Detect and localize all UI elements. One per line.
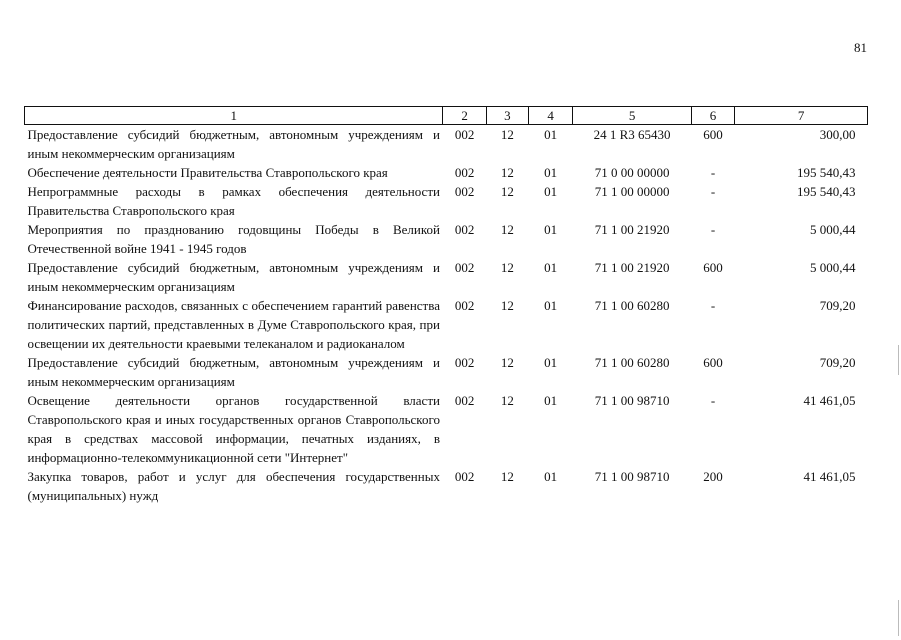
- page-number: 81: [854, 40, 867, 55]
- expense-name: Закупка товаров, работ и услуг для обеспечения государственных (муниципальных) нужд: [27, 469, 440, 503]
- subsection-code: 01: [544, 260, 558, 275]
- header-col-5: 5: [573, 107, 692, 125]
- budget-table: [24, 106, 868, 505]
- expense-type-code: 600: [703, 127, 723, 142]
- expense-name: Непрограммные расходы в рамках обеспечения деятельности Правительства Ставропольского края: [27, 184, 440, 218]
- header-col-1: 1: [25, 107, 443, 125]
- expense-name: Финансирование расходов, связанных с обеспечением гарантий равенства политических партий, представленных в Думе Ставропольского края, при освещении их деятельности краевыми телеканалом и радиоканалом: [27, 298, 440, 351]
- subsection-code: 01: [544, 393, 558, 408]
- scan-edge-mark: [898, 345, 899, 375]
- expense-type-code: -: [710, 298, 716, 313]
- ministry-code: 002: [454, 127, 475, 142]
- expense-name: Освещение деятельности органов государственной власти Ставропольского края и иных государственных органов Ставропольского края в средствах массовой информации, печатных изданиях, в информационно-телекоммуникационной сети "Интернет": [27, 393, 440, 465]
- header-col-2: 2: [443, 107, 486, 125]
- section-code: 12: [500, 127, 514, 142]
- amount: 709,20: [819, 298, 856, 313]
- target-article-code: 71 1 00 21920: [594, 222, 670, 237]
- table-row: [25, 258, 868, 296]
- header-col-7: 7: [735, 107, 868, 125]
- expense-name: Предоставление субсидий бюджетным, автономным учреждениям и иным некоммерческим организациям: [27, 127, 440, 161]
- expense-type-code: -: [710, 393, 716, 408]
- target-article-code: 71 0 00 00000: [594, 165, 670, 180]
- section-code: 12: [500, 355, 514, 370]
- table-row: [25, 467, 868, 505]
- table-row: [25, 220, 868, 258]
- expense-name: Мероприятия по празднованию годовщины Победы в Великой Отечественной войне 1941 - 1945 годов: [27, 222, 440, 256]
- amount: 195 540,43: [797, 165, 856, 180]
- target-article-code: 71 1 00 21920: [594, 260, 670, 275]
- subsection-code: 01: [544, 298, 558, 313]
- subsection-code: 01: [544, 222, 558, 237]
- ministry-code: 002: [454, 222, 475, 237]
- table-row: [25, 182, 868, 220]
- table-row: [25, 353, 868, 391]
- table-row: [25, 163, 868, 182]
- section-code: 12: [500, 260, 514, 275]
- target-article-code: 71 1 00 60280: [594, 355, 670, 370]
- ministry-code: 002: [454, 165, 475, 180]
- table-row: [25, 391, 868, 467]
- subsection-code: 01: [544, 127, 558, 142]
- header-col-6: 6: [691, 107, 734, 125]
- target-article-code: 71 1 00 60280: [594, 298, 670, 313]
- section-code: 12: [500, 184, 514, 199]
- expense-type-code: -: [710, 165, 716, 180]
- amount: 195 540,43: [797, 184, 856, 199]
- section-code: 12: [500, 298, 514, 313]
- subsection-code: 01: [544, 165, 558, 180]
- section-code: 12: [500, 222, 514, 237]
- expense-type-code: 200: [703, 469, 723, 484]
- subsection-code: 01: [544, 355, 558, 370]
- expense-type-code: 600: [703, 260, 723, 275]
- amount: 41 461,05: [803, 469, 856, 484]
- target-article-code: 24 1 R3 65430: [593, 127, 671, 142]
- section-code: 12: [500, 469, 514, 484]
- subsection-code: 01: [544, 184, 558, 199]
- ministry-code: 002: [454, 298, 475, 313]
- ministry-code: 002: [454, 260, 475, 275]
- expense-name: Обеспечение деятельности Правительства Ставропольского края: [27, 165, 388, 180]
- amount: 5 000,44: [810, 222, 856, 237]
- amount: 709,20: [819, 355, 856, 370]
- table-header-row: [25, 107, 868, 125]
- ministry-code: 002: [454, 469, 475, 484]
- table-row: [25, 296, 868, 353]
- header-col-3: 3: [486, 107, 528, 125]
- section-code: 12: [500, 165, 514, 180]
- amount: 5 000,44: [810, 260, 856, 275]
- target-article-code: 71 1 00 00000: [594, 184, 670, 199]
- section-code: 12: [500, 393, 514, 408]
- subsection-code: 01: [544, 469, 558, 484]
- ministry-code: 002: [454, 184, 475, 199]
- expense-type-code: 600: [703, 355, 723, 370]
- header-col-4: 4: [528, 107, 572, 125]
- amount: 300,00: [819, 127, 856, 142]
- ministry-code: 002: [454, 355, 475, 370]
- expense-type-code: -: [710, 222, 716, 237]
- target-article-code: 71 1 00 98710: [594, 469, 670, 484]
- amount: 41 461,05: [803, 393, 856, 408]
- table-row: [25, 125, 868, 164]
- scan-edge-mark: [898, 600, 899, 636]
- expense-name: Предоставление субсидий бюджетным, автономным учреждениям и иным некоммерческим организациям: [27, 260, 440, 294]
- expense-name: Предоставление субсидий бюджетным, автономным учреждениям и иным некоммерческим организациям: [27, 355, 440, 389]
- target-article-code: 71 1 00 98710: [594, 393, 670, 408]
- ministry-code: 002: [454, 393, 475, 408]
- expense-type-code: -: [710, 184, 716, 199]
